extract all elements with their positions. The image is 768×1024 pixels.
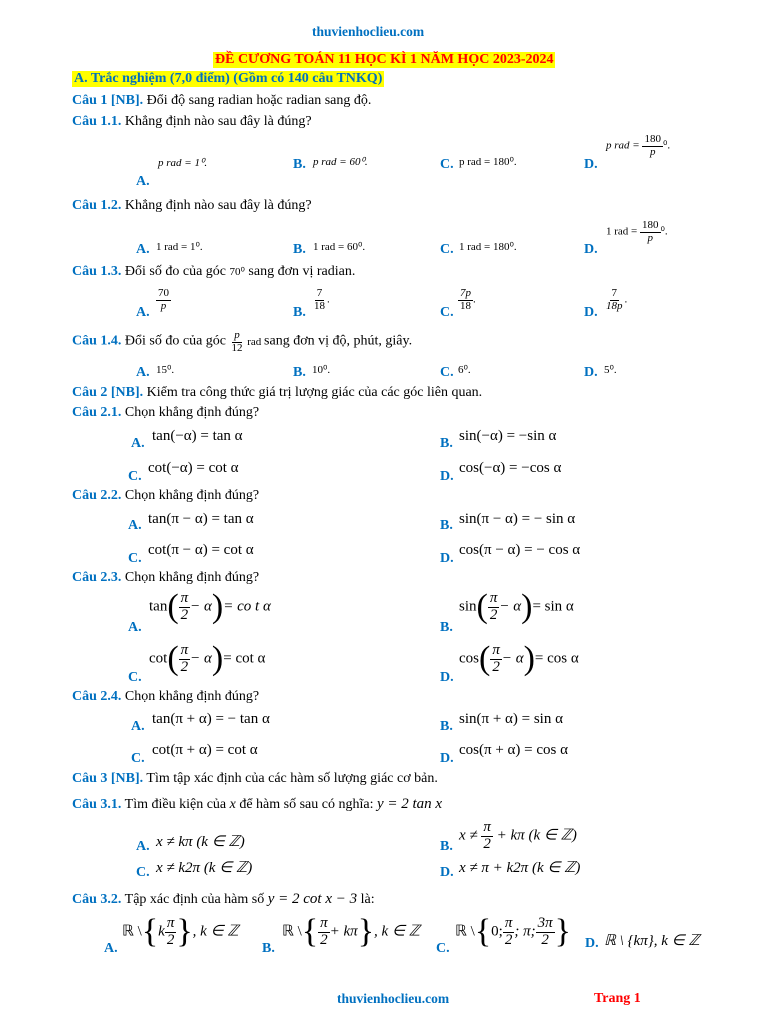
question-text: sang đơn vị radian. (248, 264, 356, 279)
option-a-label[interactable]: A. (136, 305, 150, 320)
expr-part: k (158, 923, 165, 940)
option-c-label[interactable]: C. (440, 305, 454, 320)
option-c-label[interactable]: C. (128, 670, 142, 685)
question-number: Câu 2.4. (72, 689, 122, 704)
option-b-label[interactable]: B. (262, 941, 275, 956)
frac-num: 7p (460, 287, 471, 299)
footer-site[interactable]: thuvienhoclieu.com (337, 991, 450, 1006)
option-d-label[interactable]: D. (585, 936, 599, 951)
expr-part: + kπ (329, 923, 358, 940)
question-number: Câu 3.1. (72, 797, 122, 812)
option-b-expr: ℝ \{ $\frac{\pi}{2}$ + kπ}, k ∈ ℤ (282, 913, 420, 950)
frac-den: 2 (541, 931, 549, 948)
question-2-3 (72, 570, 259, 586)
option-c-expr: 6⁰. (458, 364, 471, 376)
option-b-expr: sin( $\frac{\pi}{2}$ − α)= sin α (459, 588, 574, 625)
question-1-4 (72, 330, 412, 354)
option-d-label[interactable]: D. (440, 551, 454, 566)
question-number: Câu 1.3. (72, 264, 122, 279)
fn-name: sin (459, 598, 477, 615)
option-a-label[interactable]: A. (136, 174, 150, 189)
question-number: Câu 1.1. (72, 114, 122, 129)
frac-den: 18 (314, 299, 325, 312)
frac-den: 2 (489, 606, 498, 623)
frac-den: 2 (166, 931, 175, 948)
option-d-expr: p rad = $\frac{180}{p}$ ⁰. (606, 133, 671, 158)
option-c-expr: ℝ \{0; $\frac{\pi}{2}$ ; π; $\frac{3\pi}{2}$ } (455, 913, 571, 950)
option-b-label[interactable]: B. (293, 305, 306, 320)
option-d-expr: cos( $\frac{\pi}{2}$ − α)= cos α (459, 640, 579, 677)
option-b-expr: sin(π − α) = − sin α (459, 511, 576, 527)
question-text: Chọn khẳng định đúng? (124, 689, 260, 704)
frac-num: π (166, 914, 175, 931)
question-number: Câu 1.4. (72, 333, 122, 349)
option-a-label[interactable]: A. (131, 436, 145, 451)
option-a-expr: tan(−α) = tan α (152, 428, 243, 444)
question-text: là: (360, 892, 375, 907)
option-c-expr: cot(−α) = cot α (148, 460, 239, 476)
frac-den: 2 (492, 658, 500, 675)
option-d-expr: cos(π + α) = cos α (459, 742, 568, 758)
option-c-expr: cot( $\frac{\pi}{2}$ − α)= cot α (149, 640, 266, 677)
option-c-label[interactable]: C. (440, 365, 454, 380)
question-text: Khẳng định nào sau đây là đúng? (124, 198, 312, 213)
expr-rhs: = co t α (223, 598, 271, 615)
angle-unit: rad (247, 335, 262, 348)
option-c-expr: x ≠ k2π (k ∈ ℤ) (156, 860, 253, 876)
option-a-label[interactable]: A. (131, 719, 145, 734)
section-a-title: A. Trắc nghiệm (7,0 điểm) (Gồm có 140 câu TNKQ) (74, 71, 383, 86)
frac-den: 2 (180, 606, 189, 623)
option-b-label[interactable]: B. (440, 518, 453, 533)
set-symbol: ℝ \ (122, 923, 142, 940)
expr-rhs: = sin α (532, 598, 574, 615)
question-text: Đổi độ sang radian hoặc radian sang độ. (146, 93, 372, 108)
option-c-label[interactable]: C. (128, 551, 142, 566)
question-1-3 (72, 264, 355, 280)
option-a-expr: 15⁰. (156, 364, 175, 376)
option-b-expr: 1 rad = 60⁰. (313, 241, 366, 253)
option-a-label[interactable]: A. (136, 365, 150, 380)
frac-num: 7 (611, 287, 617, 299)
option-d-expr: cos(π − α) = − cos α (459, 542, 581, 558)
question-number: Câu 1 [NB]. (72, 93, 144, 108)
expr-part: − α (501, 650, 524, 667)
frac-den: 18p (606, 299, 623, 312)
question-number: Câu 2.2. (72, 488, 122, 503)
question-text: Tìm điều kiện của (124, 797, 227, 812)
option-c-expr: cot(π + α) = cot α (152, 742, 258, 758)
option-b-label[interactable]: B. (440, 620, 453, 635)
variable: x (229, 797, 236, 812)
question-text: Chọn khẳng định đúng? (124, 405, 260, 420)
question-text: Đổi số đo của góc (124, 333, 226, 349)
function-expr: y = 2 cot x − 3 (267, 891, 358, 907)
question-number: Câu 1.2. (72, 198, 122, 213)
fn-name: cot (149, 650, 168, 667)
expr-prefix: p rad = (606, 139, 640, 152)
question-text: Kiểm tra công thức giá trị lượng giác của các góc liên quan. (146, 385, 483, 400)
frac-den: p (649, 145, 656, 158)
frac-den: 18 (460, 299, 471, 312)
question-3-2 (72, 891, 375, 908)
option-c-expr: p rad = 180⁰. (459, 156, 517, 168)
option-d-expr: $\frac{7}{18p}$ . (606, 287, 628, 312)
set-symbol: ℝ \ (455, 923, 475, 940)
option-d-label[interactable]: D. (584, 365, 598, 380)
option-b-expr: $\frac{7}{18}$ . (314, 287, 330, 312)
question-number: Câu 2 [NB]. (72, 385, 144, 400)
frac-num: π (180, 641, 189, 658)
option-d-expr: ℝ \ {kπ}, k ∈ ℤ (604, 933, 700, 949)
frac-num: 180 (644, 133, 661, 145)
expr-part: − α (190, 650, 212, 667)
frac-den: 2 (483, 835, 491, 852)
frac-den: 12 (231, 341, 243, 354)
frac-den: p (647, 231, 653, 244)
header-site[interactable]: thuvienhoclieu.com (312, 24, 425, 39)
page-number: Trang 1 (594, 991, 641, 1006)
expr-prefix: x ≠ (459, 827, 478, 844)
option-c-label[interactable]: C. (128, 469, 142, 484)
question-text: để hàm số sau có nghĩa: (239, 797, 374, 812)
question-2 (72, 385, 482, 401)
option-a-label[interactable]: A. (136, 839, 150, 854)
option-a-label[interactable]: A. (128, 518, 142, 533)
option-d-label[interactable]: D. (584, 157, 598, 172)
question-number: Câu 2.3. (72, 570, 122, 585)
frac-den: 2 (504, 931, 513, 948)
fn-name: cos (459, 650, 479, 667)
expr-part: − α (190, 598, 212, 615)
option-c-expr: cot(π − α) = cot α (148, 542, 254, 558)
question-1 (72, 93, 371, 109)
angle-value: 70⁰ (229, 266, 245, 278)
option-d-expr: 1 rad = $\frac{180}{p}$ ⁰. (606, 219, 668, 244)
question-text: Chọn khẳng định đúng? (124, 488, 260, 503)
doc-title: ĐỀ CƯƠNG TOÁN 11 HỌC KÌ 1 NĂM HỌC 2023-2024 (215, 52, 554, 67)
expr-postfix: + kπ (k ∈ ℤ) (496, 827, 577, 844)
frac-den: 2 (180, 658, 189, 675)
option-c-label[interactable]: C. (136, 865, 150, 880)
option-d-label[interactable]: D. (584, 242, 598, 257)
question-3-1 (72, 796, 442, 813)
set-symbol: ℝ \ (282, 923, 302, 940)
frac-num: π (489, 589, 498, 606)
option-a-expr: p rad = 1⁰. (158, 157, 208, 169)
question-number: Câu 3 [NB]. (72, 771, 144, 786)
option-b-expr: 10⁰. (312, 364, 331, 376)
option-a-expr: ℝ \{k $\frac{\pi}{2}$ }, k ∈ ℤ (122, 913, 239, 950)
frac-num: π (483, 819, 491, 835)
option-d-label[interactable]: D. (440, 670, 454, 685)
question-text: Khẳng định nào sau đây là đúng? (124, 114, 312, 129)
question-2-4 (72, 689, 259, 705)
expr-part: − α (499, 598, 522, 615)
option-c-label[interactable]: C. (440, 242, 454, 257)
option-c-label[interactable]: C. (131, 751, 145, 766)
expr-tail: , k ∈ ℤ (192, 923, 239, 940)
option-d-expr: cos(−α) = −cos α (459, 460, 562, 476)
angle-value (230, 329, 265, 354)
option-b-expr: p rad = 60⁰. (313, 156, 368, 168)
option-b-label[interactable]: B. (440, 839, 453, 854)
option-b-label[interactable]: B. (440, 436, 453, 451)
frac-num: π (504, 914, 513, 931)
question-text: Tìm tập xác định của các hàm số lượng giác cơ bản. (146, 771, 438, 786)
option-a-expr: tan(π + α) = − tan α (152, 711, 270, 727)
question-1-1 (72, 114, 312, 130)
question-2-1 (72, 405, 259, 421)
option-a-label[interactable]: A. (128, 620, 142, 635)
option-b-expr: sin(−α) = −sin α (459, 428, 557, 444)
option-b-label[interactable]: B. (440, 719, 453, 734)
option-b-label[interactable]: B. (293, 242, 306, 257)
option-a-expr (156, 288, 171, 312)
option-c-expr: $\frac{7p}{18}$ . (460, 287, 476, 312)
option-a-expr: tan( $\frac{\pi}{2}$ − α)= co t α (149, 588, 271, 625)
expr-tail: , k ∈ ℤ (374, 923, 420, 940)
option-b-expr (459, 820, 577, 853)
question-1-2 (72, 198, 312, 214)
option-a-expr: x ≠ kπ (k ∈ ℤ) (156, 834, 245, 850)
frac-num: π (492, 641, 500, 658)
question-text: Chọn khẳng định đúng? (124, 570, 260, 585)
option-d-label[interactable]: D. (440, 751, 454, 766)
frac-den: 2 (320, 931, 328, 948)
question-2-2 (72, 488, 259, 504)
option-b-label[interactable]: B. (293, 365, 306, 380)
option-b-expr: sin(π + α) = sin α (459, 711, 563, 727)
frac-num: 7 (316, 287, 323, 299)
fn-name: tan (149, 598, 168, 615)
question-3 (72, 771, 438, 787)
option-c-expr: 1 rad = 180⁰. (459, 241, 517, 253)
question-number: Câu 2.1. (72, 405, 122, 420)
frac-den: p (160, 299, 167, 312)
option-d-label[interactable]: D. (440, 469, 454, 484)
expr-prefix: 1 rad = (606, 225, 638, 238)
frac-num: 180 (642, 219, 659, 231)
expr-rhs: = cos α (534, 650, 579, 667)
expr-rhs: = cot α (223, 650, 266, 667)
option-c-label[interactable]: C. (436, 941, 450, 956)
frac-num: π (320, 914, 328, 931)
question-text: Tập xác định của hàm số (124, 892, 265, 907)
frac-num: 3π (537, 914, 553, 931)
expr-part: ; π; (514, 923, 536, 940)
option-a-label[interactable]: A. (104, 941, 118, 956)
question-text: sang đơn vị độ, phút, giây. (264, 333, 413, 349)
option-d-label[interactable]: D. (584, 305, 598, 320)
question-text: Đổi số đo của góc (124, 264, 226, 279)
option-a-expr: 1 rad = 1⁰. (156, 241, 203, 253)
option-c-label[interactable]: C. (440, 157, 454, 172)
frac-num: p (234, 329, 240, 341)
option-d-expr: x ≠ π + k2π (k ∈ ℤ) (459, 860, 581, 876)
expr-part: 0; (491, 923, 503, 940)
frac-num: π (180, 589, 189, 606)
function-expr: y = 2 tan x (376, 796, 443, 812)
question-number: Câu 3.2. (72, 892, 122, 907)
frac-num: 70 (158, 287, 169, 299)
option-d-expr: 5⁰. (604, 364, 617, 376)
option-a-label[interactable]: A. (136, 242, 150, 257)
option-a-expr: tan(π − α) = tan α (148, 511, 254, 527)
option-d-label[interactable]: D. (440, 865, 454, 880)
option-b-label[interactable]: B. (293, 157, 306, 172)
